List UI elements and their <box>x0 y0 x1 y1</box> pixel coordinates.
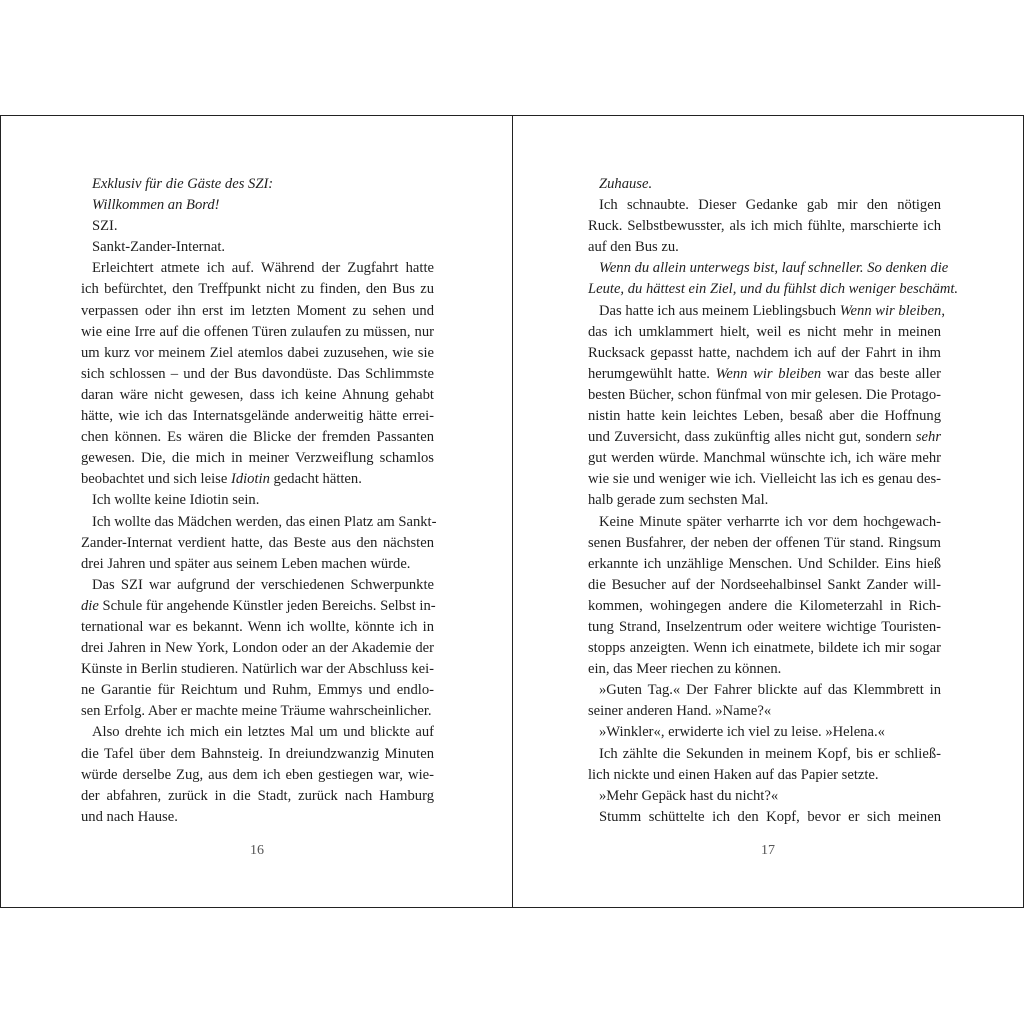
text-run: gewesen. Die, die mich in meiner Verzweiflung schamlos <box>81 450 434 467</box>
text-run: beobachtet und sich leise <box>81 471 231 488</box>
text-run: Zander-Internat verdient hatte, das Beste aus den nächsten <box>81 534 434 551</box>
text-run: würde derselbe Zug, aus dem ich eben gestiegen war, wie- <box>81 766 434 783</box>
text-run: verpassen oder ihn erst im letzten Moment zu sehen und <box>81 302 434 319</box>
text-line <box>81 385 434 406</box>
text-line <box>81 174 434 195</box>
text-line <box>588 469 941 490</box>
text-line <box>588 765 941 786</box>
text-line <box>588 596 941 617</box>
text-run: Sankt-Zander-Internat. <box>92 239 226 256</box>
text-line <box>81 237 434 258</box>
text-run: daran wäre nicht gewesen, dass ich keine Ahnung gehabt <box>81 386 434 403</box>
italic-text: Exklusiv für die Gäste des SZI: <box>92 176 274 192</box>
text-run: war das beste aller <box>821 365 941 382</box>
text-line <box>588 258 949 279</box>
text-run: wie sie und weniger wie ich. Vielleicht las ich es genau des- <box>588 471 941 488</box>
text-run: Ruck. Selbstbewusster, als ich mich fühlte, marschierte ich <box>588 218 941 235</box>
text-line <box>588 343 941 364</box>
text-line <box>588 617 941 638</box>
text-line <box>588 279 959 300</box>
text-run: senen Busfahrer, der neben der offenen Tür stand. Ringsum <box>588 534 941 551</box>
text-run: chen können. Es wären die Blicke der fremden Passanten <box>81 429 434 446</box>
text-line <box>588 744 941 765</box>
text-line <box>588 680 941 701</box>
text-run: der abfahren, zurück in die Stadt, zurück nach Hamburg <box>81 787 434 804</box>
text-run: sich schlossen – und der Bus davondüste. Das Schlimmste <box>81 365 434 382</box>
text-line <box>81 638 434 659</box>
page-number-right: 17 <box>761 843 775 858</box>
text-run: »Guten Tag.« Der Fahrer blickte auf das Klemmbrett in <box>599 682 941 699</box>
text-run: Ich wollte das Mädchen werden, das einen Platz am Sankt- <box>92 513 437 530</box>
text-line <box>81 322 434 343</box>
left-page <box>0 115 513 908</box>
text-run: »Winkler«, erwiderte ich viel zu leise. »Helena.« <box>599 724 885 741</box>
text-run: kommen, wohingegen andere die Kilometerzahl in Rich- <box>588 597 941 614</box>
text-line <box>81 786 434 807</box>
text-run: drei Jahren in New York, London oder an der Akademie der <box>81 640 434 657</box>
text-line <box>588 701 941 722</box>
text-run: gedacht hätten. <box>269 471 362 488</box>
text-line <box>588 195 941 216</box>
text-run: tung Strand, Inselzentrum oder weitere wichtige Touristen- <box>588 618 941 635</box>
italic-text: Zuhause. <box>599 176 653 192</box>
text-run: herumgewühlt hatte. <box>588 365 716 382</box>
text-run: Schule für angehende Künstler jeden Bereichs. Selbst in- <box>98 597 436 614</box>
text-line <box>588 807 941 828</box>
text-line <box>81 469 434 490</box>
text-run: wie eine Irre auf die offenen Türen zulaufen zu müssen, nur <box>81 323 434 340</box>
text-line <box>588 216 941 237</box>
text-line <box>588 385 941 406</box>
text-run: Ich zählte die Sekunden in meinem Kopf, bis er schließ- <box>599 745 941 762</box>
text-line <box>81 448 434 469</box>
text-line <box>588 554 941 575</box>
text-run: und nach Hause. <box>81 808 178 825</box>
text-line <box>81 617 434 638</box>
text-line <box>81 596 434 617</box>
text-run: Rucksack gepasst hatte, nachdem ich auf der Fahrt in ihm <box>588 344 941 361</box>
italic-text: Wenn du allein unterwegs bist, lauf schneller. So denken die <box>599 260 949 277</box>
text-run: lich nickte und einen Haken auf das Papier setzte. <box>588 766 879 783</box>
text-run: sen Erfolg. Aber er machte meine Träume wahrscheinlicher. <box>81 703 432 720</box>
text-run: und Zuversicht, dass zukünftig alles nicht gut, sondern <box>588 429 916 446</box>
text-line <box>588 364 941 385</box>
italic-text: Wenn wir bleiben <box>715 365 822 382</box>
italic-text: Leute, du hättest ein Ziel, und du fühlst dich weniger beschämt. <box>588 281 959 298</box>
text-run: Das hatte ich aus meinem Lieblingsbuch <box>599 302 840 319</box>
text-line <box>81 427 434 448</box>
text-line <box>588 659 941 680</box>
text-run: nistin hatte kein leichtes Leben, besaß aber die Hoffnung <box>588 408 941 425</box>
text-run: besten Bücher, schon fünfmal von mir gelesen. Die Protago- <box>588 386 941 403</box>
text-line <box>81 216 434 237</box>
right-page-text <box>588 174 959 828</box>
italic-text: Wenn wir bleiben <box>839 302 942 319</box>
text-line <box>588 406 941 427</box>
text-line <box>81 554 434 575</box>
italic-text: Willkommen an Bord! <box>92 197 220 214</box>
text-run: Das SZI war aufgrund der verschiedenen Schwerpunkte <box>92 576 434 593</box>
text-line <box>588 322 941 343</box>
text-run: Keine Minute später verharrte ich vor dem hochgewach- <box>599 513 941 530</box>
book-spread <box>0 115 1024 910</box>
text-run: die Tafel über dem Bahnsteig. In dreiundzwanzig Minuten <box>81 745 434 762</box>
text-line <box>588 174 941 195</box>
text-run: gut werden würde. Manchmal wünschte ich, ich wäre mehr <box>588 450 941 467</box>
text-line <box>588 301 945 322</box>
text-run: erkannte ich unzählige Menschen. Und Schilder. Eins hieß <box>588 555 941 572</box>
right-page <box>512 115 1024 908</box>
text-line <box>81 765 434 786</box>
text-run: Ich wollte keine Idiotin sein. <box>92 492 260 509</box>
italic-text: sehr <box>915 429 941 446</box>
text-run: ternational war es bekannt. Wenn ich wollte, könnte ich in <box>81 618 434 635</box>
text-run: , <box>941 302 945 319</box>
text-run: drei Jahren und später aus seinem Leben machen würde. <box>81 555 411 572</box>
text-line <box>588 638 941 659</box>
text-line <box>588 786 941 807</box>
text-line <box>81 722 434 743</box>
page-number-left: 16 <box>250 843 264 858</box>
text-run: Erleichtert atmete ich auf. Während der Zugfahrt hatte <box>92 260 434 277</box>
text-line <box>81 490 434 511</box>
text-line <box>588 490 941 511</box>
text-line <box>81 195 434 216</box>
text-run: ich befürchtet, den Treffpunkt nicht zu finden, den Bus zu <box>81 281 434 298</box>
text-line <box>81 533 434 554</box>
text-line <box>588 237 941 258</box>
text-line <box>81 575 434 596</box>
text-line <box>81 512 437 533</box>
text-run: stopps anzeigten. Wenn ich einatmete, bildete ich mir sogar <box>588 640 941 657</box>
text-run: um kurz vor meinem Ziel atemlos dabei zuzusehen, wie sie <box>81 344 434 361</box>
text-line <box>81 279 434 300</box>
left-page-text <box>81 174 437 828</box>
text-run: SZI. <box>92 218 118 235</box>
italic-text: Idiotin <box>230 471 270 488</box>
text-line <box>81 701 434 722</box>
text-line <box>588 448 941 469</box>
text-run: ne Garantie für Reichtum und Ruhm, Emmys und endlo- <box>81 682 434 699</box>
text-run: halb gerade zum sechsten Mal. <box>588 492 769 509</box>
text-run: Stumm schüttelte ich den Kopf, bevor er sich meinen <box>599 808 941 825</box>
text-run: seiner anderen Hand. »Name?« <box>588 703 772 720</box>
text-line <box>588 512 941 533</box>
text-run: auf den Bus zu. <box>588 239 679 256</box>
text-line <box>588 427 941 448</box>
text-line <box>81 744 434 765</box>
italic-text: die <box>81 597 99 614</box>
text-line <box>81 680 434 701</box>
text-line <box>81 807 434 828</box>
text-line <box>81 364 434 385</box>
text-run: »Mehr Gepäck hast du nicht?« <box>599 787 779 804</box>
text-line <box>81 258 434 279</box>
text-run: das ich umklammert hielt, weil es nicht mehr in meinen <box>588 323 941 340</box>
text-line <box>588 533 941 554</box>
text-run: Also drehte ich mich ein letztes Mal um und blickte auf <box>92 724 434 741</box>
text-run: ein, das Meer riechen zu können. <box>588 661 782 678</box>
text-line <box>81 406 434 427</box>
text-line <box>81 659 434 680</box>
text-line <box>588 575 941 596</box>
text-run: die Besucher auf der Nordseehalbinsel Sankt Zander will- <box>588 576 941 593</box>
text-run: hätte, wie ich das Internatsgelände anderweitig hätte errei- <box>81 408 434 425</box>
text-line <box>81 343 434 364</box>
text-run: Ich schnaubte. Dieser Gedanke gab mir den nötigen <box>599 197 941 214</box>
text-line <box>81 301 434 322</box>
text-run: Künste in Berlin studieren. Natürlich war der Abschluss kei- <box>81 661 435 678</box>
text-line <box>588 722 941 743</box>
